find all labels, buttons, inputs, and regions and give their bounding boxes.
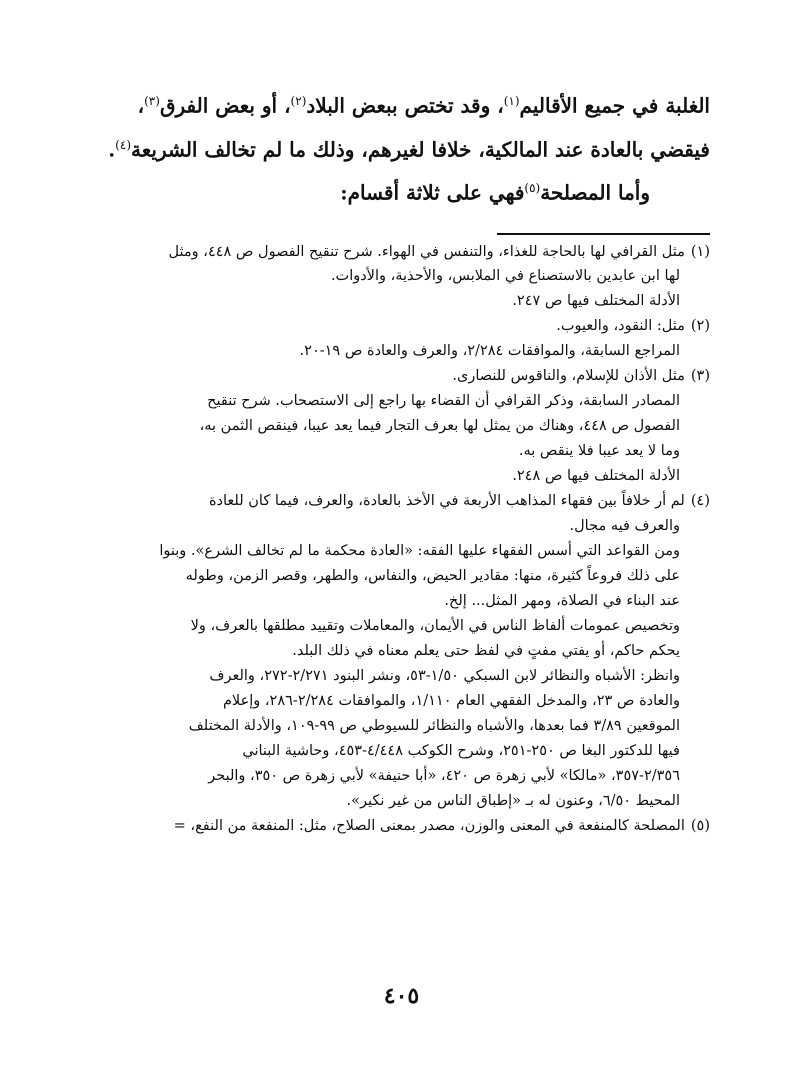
footnote-4-line: الموقعين ٣/٨٩ فما بعدها، والأشباه والنظائر للسيوطي ص ٩٩-١٠٩، والأدلة المختلف bbox=[188, 718, 680, 734]
footnote-5-line: (٥)المصلحة كالمنفعة في المعنى والوزن، مصدر بمعنى الصلاح، مثل: المنفعة من النفع، = bbox=[174, 814, 710, 838]
main-line: وأما المصلحة$^{(٥)}$فهي على ثلاثة أقسام: bbox=[340, 180, 650, 205]
footnote-4-line: يحكم حاكم، أو يفتي مفتٍ في لفظ حتى يعلم معناه في ذلك البلد. bbox=[292, 643, 680, 659]
footnote-4-line: ٢/٣٥٦-٣٥٧، «مالكا» لأبي زهرة ص ٤٢٠، «أبا حنيفة» لأبي زهرة ص ٣٥٠، والبحر bbox=[208, 768, 680, 784]
footnote-3-line: المصادر السابقة، وذكر القرافي أن القضاء بها راجع إلى الاستصحاب. شرح تنقيح bbox=[207, 393, 680, 409]
footnote-marker: (١) bbox=[503, 94, 520, 108]
footnote-number: (٥) bbox=[690, 818, 710, 834]
footnote-4-line: (٤)لم أر خلافاً بين فقهاء المذاهب الأربعة في الأخذ بالعادة، والعرف، فيما كان للعادة bbox=[209, 489, 710, 513]
footnote-number: (٤) bbox=[690, 493, 710, 509]
footnote-number: (٢) bbox=[690, 318, 710, 334]
footnote-marker: (٤) bbox=[115, 138, 131, 152]
footnote-2-line: المراجع السابقة، والموافقات ٢/٢٨٤، والعرف والعادة ص ١٩-٢٠. bbox=[299, 343, 680, 359]
footnote-marker: (٢) bbox=[290, 94, 307, 108]
footnote-4-line: وتخصيص عمومات ألفاظ الناس في الأيمان، والمعاملات وتقييد مطلقها بالعرف، ولا bbox=[190, 618, 680, 634]
footnote-number: (٣) bbox=[690, 368, 710, 384]
page-number: ٤٠٥ bbox=[383, 983, 420, 1009]
footnote-3-line: وما لا يعد عيبا فلا ينقص به. bbox=[518, 443, 680, 459]
footnote-4-line: والعادة ص ٢٣، والمدخل الفقهي العام ١/١١٠، والموافقات ٢/٢٨٤-٢٨٦، وإعلام bbox=[222, 693, 680, 709]
footnote-3-line: الفصول ص ٤٤٨، وهناك من يمثل لها بعرف التجار فيما يعد عيبا، فينقص الثمن به، bbox=[199, 418, 680, 434]
footnote-3-line: الأدلة المختلف فيها ص ٢٤٨. bbox=[512, 468, 680, 484]
footnote-3-line: (٣)مثل الأذان للإسلام، والناقوس للنصارى. bbox=[452, 364, 710, 388]
footnote-4-line: فيها للدكتور البغا ص ٢٥٠-٢٥١، وشرح الكوكب ٤/٤٤٨-٤٥٣، وحاشية البناني bbox=[242, 743, 680, 759]
footnote-1-line: (١)مثل القرافي لها بالحاجة للغذاء، والتنفس في الهواء. شرح تنقيح الفصول ص ٤٤٨، ومثل bbox=[169, 240, 710, 264]
footnote-4-line: ومن القواعد التي أسس الفقهاء عليها الفقه: «العادة محكمة ما لم تخالف الشرع». وبنوا bbox=[159, 543, 680, 559]
footnote-4-line: وانظر: الأشباه والنظائر لابن السبكي ١/٥٠-٥٣، ونشر البنود ٢/٢٧١-٢٧٢، والعرف bbox=[209, 668, 680, 684]
footnote-4-line: المحيط ٦/٥٠، وعنون له بـ «إطباق الناس من غير نكير». bbox=[346, 793, 680, 809]
footnote-1-line: الأدلة المختلف فيها ص ٢٤٧. bbox=[512, 293, 680, 309]
main-line: الغلبة في جميع الأقاليم$^{(١)}$، وقد تختص ببعض البلاد$^{(٢)}$، أو بعض الفرق$^{(٣)}$، bbox=[137, 93, 710, 118]
footnote-number: (١) bbox=[690, 244, 710, 260]
footnote-marker: (٥) bbox=[524, 181, 541, 195]
footnote-4-line: على ذلك فروعاً كثيرة، منها: مقادير الحيض، والنفاس، والطهر، وقصر الزمن، وطوله bbox=[185, 568, 680, 584]
footnote-4-line: والعرف فيه مجال. bbox=[569, 518, 680, 534]
footnote-2-line: (٢)مثل: النقود، والعيوب. bbox=[556, 314, 710, 338]
footnote-marker: (٣) bbox=[144, 94, 160, 108]
footnote-4-line: عند البناء في الصلاة، ومهر المثل... إلخ. bbox=[444, 593, 680, 609]
footnote-separator bbox=[497, 233, 710, 235]
main-line: فيقضي بالعادة عند المالكية، خلافا لغيرهم، وذلك ما لم تخالف الشريعة$^{(٤)}$. bbox=[108, 137, 710, 162]
footnote-1-line: لها ابن عابدين بالاستصناع في الملابس، والأحذية، والأدوات. bbox=[330, 268, 680, 284]
